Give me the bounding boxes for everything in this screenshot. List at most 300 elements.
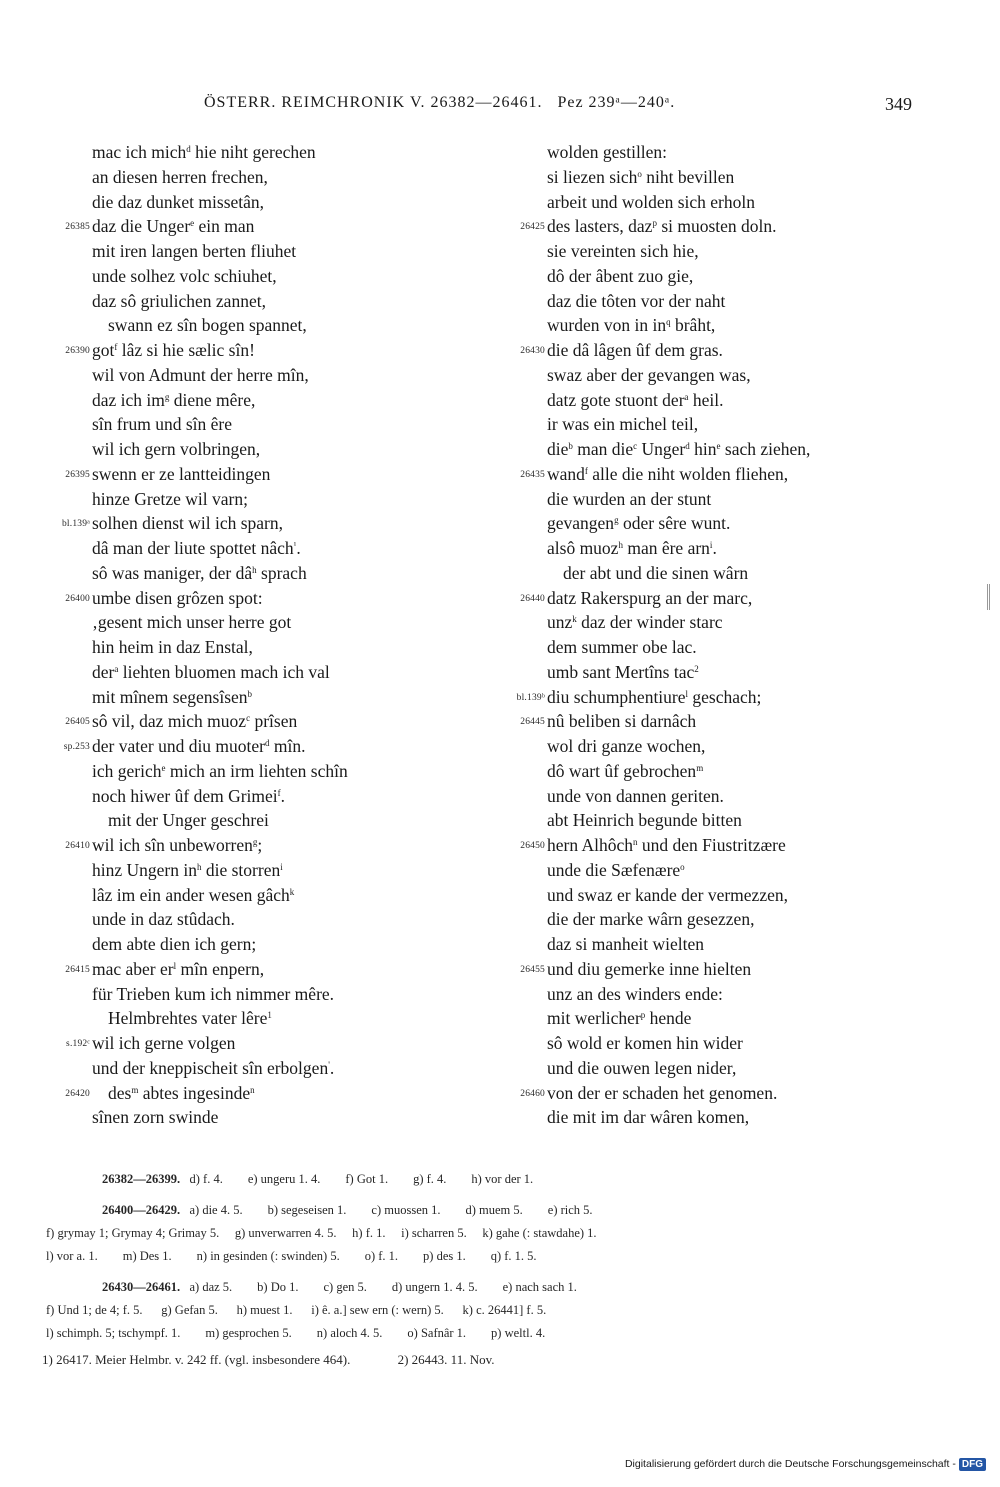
verse-text bbox=[547, 536, 717, 561]
verse-fragment: und der kneppischeit sîn erbolgen bbox=[92, 1057, 329, 1078]
verse-fragment: abt Heinrich begunde bitten bbox=[547, 810, 742, 831]
verse-fragment: ein man bbox=[194, 216, 255, 237]
verse-line bbox=[40, 685, 490, 710]
line-number: 26455 bbox=[520, 964, 545, 975]
verse-fragment: solhen dienst wil ich sparn, bbox=[92, 513, 284, 534]
verse-line bbox=[40, 808, 490, 833]
verse-text bbox=[547, 462, 788, 487]
verse-fragment: und den Fiustritzære bbox=[637, 835, 786, 855]
verse-line bbox=[495, 982, 935, 1007]
verse-fragment: die mit im dar wâren komen, bbox=[547, 1107, 750, 1128]
verse-text bbox=[547, 1105, 749, 1130]
verse-line bbox=[495, 1031, 935, 1056]
footnote-1: 1) 26417. Meier Helmbr. v. 242 ff. (vgl. insbesondere 464). bbox=[42, 1352, 351, 1367]
verse-text bbox=[92, 784, 285, 809]
line-number: 26410 bbox=[65, 841, 90, 851]
verse-fragment: die bbox=[547, 439, 569, 459]
verse-line bbox=[495, 883, 935, 908]
verse-fragment: ir was ein michel teil, bbox=[547, 414, 699, 435]
verse-fragment: die storren bbox=[201, 859, 281, 880]
verse-line bbox=[40, 1056, 490, 1081]
note-marker: b bbox=[568, 441, 573, 451]
verse-text bbox=[92, 561, 307, 586]
verse-line bbox=[495, 338, 935, 363]
verse-fragment: noch hiwer ûf dem Grimei bbox=[92, 785, 278, 806]
verse-text bbox=[92, 190, 264, 215]
verse-line bbox=[495, 759, 935, 784]
verse-fragment: wil ich sîn unbeworren bbox=[92, 835, 253, 855]
verse-text bbox=[547, 586, 752, 611]
apparatus-text: l) schimph. 5; tschympf. 1. m) gesprochen 5. n) aloch 4. 5. o) Safnâr 1. p) weltl. 4. bbox=[46, 1326, 546, 1340]
note-marker: d bbox=[265, 738, 270, 748]
verse-fragment: heil. bbox=[688, 389, 724, 410]
digitization-credit bbox=[625, 1458, 986, 1471]
verse-fragment: sînen zorn swinde bbox=[92, 1107, 219, 1128]
verse-line bbox=[495, 1056, 935, 1081]
note-marker: q bbox=[666, 317, 671, 328]
line-number: 26425 bbox=[520, 222, 545, 233]
note-marker: a bbox=[114, 663, 119, 674]
verse-fragment: unde von dannen geriten. bbox=[547, 785, 724, 806]
verse-fragment: liehten bluomen mach ich val bbox=[118, 661, 330, 682]
note-marker: b bbox=[247, 688, 253, 699]
verse-fragment: unz bbox=[547, 612, 573, 633]
verse-line bbox=[495, 214, 935, 239]
verse-fragment: wil ich gerne volgen bbox=[92, 1033, 236, 1053]
verse-fragment: dô der âbent zuo gie, bbox=[547, 265, 694, 286]
verse-text bbox=[92, 660, 330, 685]
verse-line bbox=[495, 190, 935, 215]
note-marker: g bbox=[614, 515, 619, 526]
verse-fragment: und diu gemerke inne hielten bbox=[547, 958, 752, 979]
verse-line bbox=[495, 957, 935, 982]
verse-text bbox=[108, 808, 269, 833]
apparatus-text: f) grymay 1; Grymay 4; Grimay 5. g) unverwarren 4. 5. h) f. 1. i) scharren 5. k) gahe (: stawdahe) 1. bbox=[46, 1226, 597, 1240]
header-pez-reference: Pez 239ᵃ—240ᵃ. bbox=[557, 94, 676, 111]
verse-fragment: hinze Gretze wil varn; bbox=[92, 488, 248, 509]
verse-fragment: wol dri ganze wochen, bbox=[547, 736, 706, 756]
page-number: 349 bbox=[885, 94, 912, 114]
verse-fragment: swenn er ze lantteidingen bbox=[92, 463, 271, 484]
line-number: 26440 bbox=[520, 593, 545, 604]
header-title-text: ÖSTERR. REIMCHRONIK V. 26382—26461. bbox=[204, 94, 543, 111]
verse-text bbox=[547, 759, 703, 784]
verse-fragment: dem summer obe lac. bbox=[547, 637, 697, 657]
verse-text bbox=[92, 833, 262, 858]
verse-text bbox=[92, 685, 252, 710]
verse-fragment: unz an des winders ende: bbox=[547, 983, 723, 1004]
verse-line bbox=[495, 1081, 935, 1106]
note-marker: k bbox=[289, 886, 295, 897]
verse-fragment: diu schumphentiure bbox=[547, 686, 686, 707]
verse-line bbox=[495, 412, 935, 437]
verse-fragment: . bbox=[329, 1057, 335, 1078]
verse-line bbox=[40, 190, 490, 215]
verse-line bbox=[40, 140, 490, 165]
verse-line bbox=[40, 313, 490, 338]
verse-fragment: wil ich gern volbringen, bbox=[92, 439, 261, 459]
verse-line bbox=[495, 858, 935, 883]
verse-text bbox=[92, 140, 316, 165]
verse-fragment: man êre arn bbox=[622, 538, 710, 558]
verse-fragment: unde solhez volc schiuhet, bbox=[92, 265, 277, 286]
line-number: 26460 bbox=[520, 1088, 545, 1099]
verse-fragment: hin bbox=[689, 439, 717, 459]
verse-text bbox=[92, 388, 255, 413]
apparatus-range: 26400—26429. bbox=[102, 1203, 181, 1217]
right-text-column bbox=[495, 140, 935, 1130]
verse-text bbox=[563, 561, 748, 586]
note-marker: g bbox=[252, 837, 258, 847]
verse-text bbox=[547, 808, 742, 833]
verse-text bbox=[92, 734, 306, 759]
verse-text bbox=[92, 536, 301, 561]
line-number: 26450 bbox=[520, 841, 545, 851]
note-marker: e bbox=[161, 762, 166, 773]
verse-fragment: der vater und diu muoter bbox=[92, 736, 266, 756]
verse-fragment: sie vereinten sich hie, bbox=[547, 241, 699, 261]
verse-text bbox=[547, 1031, 743, 1056]
verse-fragment: nû beliben si darnâch bbox=[547, 711, 697, 732]
verse-fragment: die der marke wârn gesezzen, bbox=[547, 909, 755, 930]
apparatus-text: a) die 4. 5. b) segeseisen 1. c) muossen 1. d) muem 5. e) rich 5. bbox=[180, 1203, 593, 1217]
verse-text bbox=[547, 140, 667, 165]
verse-fragment: abtes ingesinde bbox=[138, 1082, 251, 1103]
verse-text bbox=[92, 759, 348, 784]
verse-line bbox=[495, 511, 935, 536]
verse-line bbox=[40, 784, 490, 809]
verse-line bbox=[40, 289, 490, 314]
line-number: 26415 bbox=[65, 964, 90, 975]
verse-text bbox=[92, 462, 270, 487]
verse-fragment: dô wart ûf gebrochen bbox=[547, 760, 697, 781]
verse-text bbox=[92, 511, 283, 536]
verse-line bbox=[40, 982, 490, 1007]
verse-text bbox=[108, 313, 307, 338]
verse-text bbox=[92, 709, 297, 734]
verse-fragment: Helmbrehtes vater lêre bbox=[108, 1008, 268, 1029]
verse-line bbox=[495, 264, 935, 289]
verse-fragment: wurden von in in bbox=[547, 315, 667, 336]
verse-line bbox=[495, 313, 935, 338]
apparatus-line bbox=[40, 1322, 930, 1345]
verse-fragment: sô was maniger, der dâ bbox=[92, 562, 253, 583]
verse-fragment: hern Alhôch bbox=[547, 835, 634, 855]
verse-line bbox=[495, 140, 935, 165]
note-marker: m bbox=[131, 1084, 139, 1095]
verse-text bbox=[547, 883, 788, 908]
note-marker: i bbox=[709, 540, 713, 550]
verse-fragment: . bbox=[280, 785, 286, 806]
verse-fragment: wand bbox=[547, 463, 585, 484]
verse-line bbox=[40, 1105, 490, 1130]
line-number: 26435 bbox=[520, 469, 545, 480]
verse-text bbox=[92, 214, 254, 239]
verse-fragment: mich an irm liehten schîn bbox=[165, 760, 348, 781]
note-marker: e bbox=[716, 441, 721, 451]
note-marker: o bbox=[637, 168, 642, 179]
verse-fragment: sach ziehen, bbox=[720, 439, 811, 459]
verse-text bbox=[108, 1006, 272, 1031]
verse-text bbox=[108, 1081, 255, 1106]
note-marker: 2 bbox=[694, 663, 699, 674]
verse-line bbox=[495, 239, 935, 264]
verse-line bbox=[495, 1006, 935, 1031]
note-marker: f bbox=[277, 787, 281, 798]
verse-text bbox=[547, 833, 786, 858]
note-marker: m bbox=[696, 762, 704, 773]
verse-fragment: dem abte dien ich gern; bbox=[92, 934, 257, 954]
verse-text bbox=[92, 610, 291, 635]
verse-fragment: Unger bbox=[637, 439, 686, 459]
verse-fragment: die dâ lâgen ûf dem gras. bbox=[547, 340, 723, 360]
verse-fragment: und die ouwen legen nider, bbox=[547, 1057, 737, 1078]
verse-fragment: mit mînem segensîsen bbox=[92, 686, 248, 707]
verse-text bbox=[547, 1006, 691, 1031]
verse-text bbox=[92, 1031, 235, 1056]
verse-line bbox=[40, 437, 490, 462]
line-number: 26405 bbox=[65, 717, 90, 728]
verse-fragment: umb sant Mertîns tac bbox=[547, 661, 695, 682]
verse-fragment: got bbox=[92, 340, 115, 360]
verse-line bbox=[495, 734, 935, 759]
verse-fragment: des bbox=[108, 1082, 132, 1103]
line-number: bl.139ᵇ bbox=[516, 692, 545, 703]
verse-text bbox=[547, 1056, 736, 1081]
apparatus-line bbox=[40, 1245, 930, 1268]
verse-line bbox=[40, 1031, 490, 1056]
verse-text bbox=[92, 412, 232, 437]
note-marker: n bbox=[250, 1084, 255, 1095]
verse-fragment: daz ich im bbox=[92, 389, 165, 410]
verse-fragment: si muosten doln. bbox=[656, 216, 777, 237]
verse-fragment: . bbox=[296, 538, 301, 558]
verse-line bbox=[40, 388, 490, 413]
verse-text bbox=[547, 660, 699, 685]
verse-fragment: und swaz er kande der vermezzen, bbox=[547, 884, 788, 905]
verse-line bbox=[40, 487, 490, 512]
verse-fragment: ; bbox=[257, 835, 263, 855]
verse-line bbox=[495, 808, 935, 833]
apparatus-range: 26382—26399. bbox=[102, 1172, 181, 1186]
verse-text bbox=[547, 190, 755, 215]
note-gap bbox=[40, 1191, 930, 1199]
verse-fragment: unde die Sæfenære bbox=[547, 859, 681, 880]
verse-text bbox=[547, 214, 777, 239]
running-header bbox=[40, 94, 920, 120]
verse-fragment: hie niht gerechen bbox=[190, 142, 316, 162]
verse-line bbox=[40, 709, 490, 734]
verse-fragment: daz sô griulichen zannet, bbox=[92, 290, 266, 311]
verse-line bbox=[40, 511, 490, 536]
verse-line bbox=[495, 610, 935, 635]
verse-line bbox=[40, 734, 490, 759]
verse-line bbox=[495, 363, 935, 388]
verse-line bbox=[495, 561, 935, 586]
verse-line bbox=[495, 709, 935, 734]
verse-text bbox=[92, 907, 235, 932]
note-marker: a bbox=[684, 391, 689, 402]
left-text-column bbox=[40, 140, 490, 1130]
verse-fragment: geschach; bbox=[688, 686, 762, 707]
note-marker: c bbox=[246, 713, 251, 724]
verse-fragment: an diesen herren frechen, bbox=[92, 166, 268, 187]
verse-fragment: datz Rakerspurg an der marc, bbox=[547, 587, 753, 608]
note-marker: d bbox=[685, 441, 690, 451]
verse-fragment: swaz aber der gevangen was, bbox=[547, 364, 751, 385]
verse-fragment: datz gote stuont der bbox=[547, 389, 685, 410]
verse-fragment: niht bevillen bbox=[641, 166, 735, 187]
verse-fragment: sô vil, daz mich muoz bbox=[92, 711, 247, 732]
note-marker: ' bbox=[328, 1059, 330, 1070]
apparatus-text: d) f. 4. e) ungeru 1. 4. f) Got 1. g) f. 4. h) vor der 1. bbox=[180, 1172, 534, 1186]
verse-text bbox=[547, 165, 734, 190]
verse-fragment: sprach bbox=[256, 562, 307, 583]
verse-fragment: . bbox=[712, 538, 717, 558]
verse-text bbox=[92, 586, 263, 611]
verse-text bbox=[547, 388, 724, 413]
verse-line bbox=[40, 883, 490, 908]
verse-fragment: sô wold er komen hin wider bbox=[547, 1033, 743, 1053]
apparatus-text: l) vor a. 1. m) Des 1. n) in gesinden (: swinden) 5. o) f. 1. p) des 1. q) f. 1. 5. bbox=[46, 1249, 537, 1263]
apparatus-line bbox=[40, 1276, 930, 1299]
verse-fragment: mit iren langen berten fliuhet bbox=[92, 241, 297, 261]
verse-line bbox=[495, 932, 935, 957]
note-marker: d bbox=[186, 144, 191, 154]
verse-fragment: lâz im ein ander wesen gâch bbox=[92, 884, 290, 905]
apparatus-range: 26430—26461. bbox=[102, 1280, 181, 1294]
footnotes bbox=[42, 1352, 538, 1368]
verse-text bbox=[92, 1056, 334, 1081]
verse-fragment: lâz si hie sælic sîn! bbox=[117, 340, 255, 360]
apparatus-text: a) daz 5. b) Do 1. c) gen 5. d) ungern 1. 4. 5. e) nach sach 1. bbox=[180, 1280, 577, 1294]
verse-fragment: hende bbox=[645, 1008, 692, 1029]
verse-text bbox=[547, 264, 693, 289]
verse-line bbox=[40, 635, 490, 660]
verse-text bbox=[547, 635, 697, 660]
verse-line bbox=[40, 932, 490, 957]
note-marker: h bbox=[252, 564, 257, 575]
verse-fragment: mit werlicher bbox=[547, 1008, 641, 1029]
verse-fragment: umbe disen grôzen spot: bbox=[92, 587, 263, 608]
verse-fragment: man die bbox=[572, 439, 634, 459]
verse-text bbox=[92, 264, 277, 289]
verse-line bbox=[40, 907, 490, 932]
verse-line bbox=[40, 338, 490, 363]
verse-text bbox=[547, 239, 699, 264]
verse-fragment: daz si manheit wielten bbox=[547, 934, 704, 954]
verse-fragment: dâ man der liute spottet nâch bbox=[92, 538, 294, 558]
verse-text bbox=[547, 363, 751, 388]
note-marker: l bbox=[685, 688, 689, 699]
verse-fragment: brâht, bbox=[670, 315, 716, 336]
verse-line bbox=[40, 1081, 490, 1106]
apparatus-text: f) Und 1; de 4; f. 5. g) Gefan 5. h) muest 1. i) ê. a.] sew ern (: wern) 5. k) c. 26441] f. 5. bbox=[46, 1303, 547, 1317]
verse-line bbox=[40, 1006, 490, 1031]
verse-line bbox=[495, 462, 935, 487]
line-number: sp.253 bbox=[63, 742, 90, 752]
note-marker: ¹ bbox=[293, 540, 297, 550]
verse-fragment: daz die tôten vor der naht bbox=[547, 290, 726, 311]
verse-fragment: ‚gesent mich unser herre got bbox=[92, 612, 292, 633]
apparatus-line bbox=[40, 1222, 930, 1245]
verse-fragment: sîn frum und sîn êre bbox=[92, 414, 232, 435]
verse-text bbox=[547, 784, 724, 809]
verse-fragment: des lasters, daz bbox=[547, 216, 653, 237]
verse-text bbox=[92, 338, 255, 363]
note-marker: f bbox=[584, 465, 588, 476]
verse-line bbox=[495, 685, 935, 710]
footnote-2: 2) 26443. 11. Nov. bbox=[397, 1352, 495, 1367]
verse-line bbox=[40, 264, 490, 289]
apparatus-line bbox=[40, 1168, 930, 1191]
verse-line bbox=[40, 536, 490, 561]
verse-text bbox=[547, 907, 754, 932]
verse-text bbox=[547, 437, 810, 462]
verse-fragment: ich gerich bbox=[92, 760, 162, 781]
verse-line bbox=[40, 660, 490, 685]
verse-line bbox=[40, 412, 490, 437]
verse-line bbox=[495, 833, 935, 858]
verse-fragment: mac aber er bbox=[92, 958, 174, 979]
verse-text bbox=[92, 932, 256, 957]
verse-fragment: unde in daz stûdach. bbox=[92, 909, 235, 930]
verse-text bbox=[92, 363, 309, 388]
line-number: bl.139ᵃ bbox=[61, 519, 90, 530]
verse-fragment: wil von Admunt der herre mîn, bbox=[92, 364, 309, 385]
verse-fragment: wolden gestillen: bbox=[547, 142, 668, 162]
apparatus-line bbox=[40, 1299, 930, 1322]
note-marker: g bbox=[164, 391, 170, 402]
note-gap bbox=[40, 1268, 930, 1276]
verse-fragment: mîn enpern, bbox=[176, 958, 265, 979]
verse-line bbox=[40, 214, 490, 239]
verse-fragment: daz die Unger bbox=[92, 216, 191, 237]
verse-text bbox=[92, 487, 248, 512]
verse-text bbox=[547, 487, 711, 512]
verse-line bbox=[40, 462, 490, 487]
verse-fragment: daz der winder starc bbox=[576, 612, 723, 633]
note-marker: f bbox=[114, 342, 118, 352]
verse-fragment: der bbox=[92, 661, 115, 682]
verse-fragment: hin heim in daz Enstal, bbox=[92, 637, 253, 657]
verse-fragment: swann ez sîn bogen spannet, bbox=[108, 315, 307, 336]
verse-line bbox=[40, 759, 490, 784]
verse-line bbox=[40, 957, 490, 982]
verse-fragment: für Trieben kum ich nimmer mêre. bbox=[92, 983, 335, 1004]
verse-line bbox=[495, 635, 935, 660]
verse-text bbox=[547, 412, 698, 437]
verse-text bbox=[547, 858, 685, 883]
note-marker: o bbox=[680, 861, 685, 872]
verse-text bbox=[92, 858, 283, 883]
verse-text bbox=[92, 1105, 218, 1130]
note-marker: p bbox=[640, 1010, 646, 1021]
verse-fragment: mîn. bbox=[269, 736, 306, 756]
verse-text bbox=[547, 289, 725, 314]
apparatus-line bbox=[40, 1199, 930, 1222]
header-title bbox=[204, 94, 675, 112]
verse-text bbox=[92, 165, 268, 190]
verse-line bbox=[40, 363, 490, 388]
verse-fragment: von der er schaden het genomen. bbox=[547, 1082, 778, 1103]
verse-line bbox=[40, 561, 490, 586]
verse-text bbox=[92, 289, 266, 314]
verse-line bbox=[495, 165, 935, 190]
verse-text bbox=[547, 1081, 777, 1106]
line-number: 26430 bbox=[520, 346, 545, 356]
verse-fragment: mac ich mich bbox=[92, 142, 187, 162]
